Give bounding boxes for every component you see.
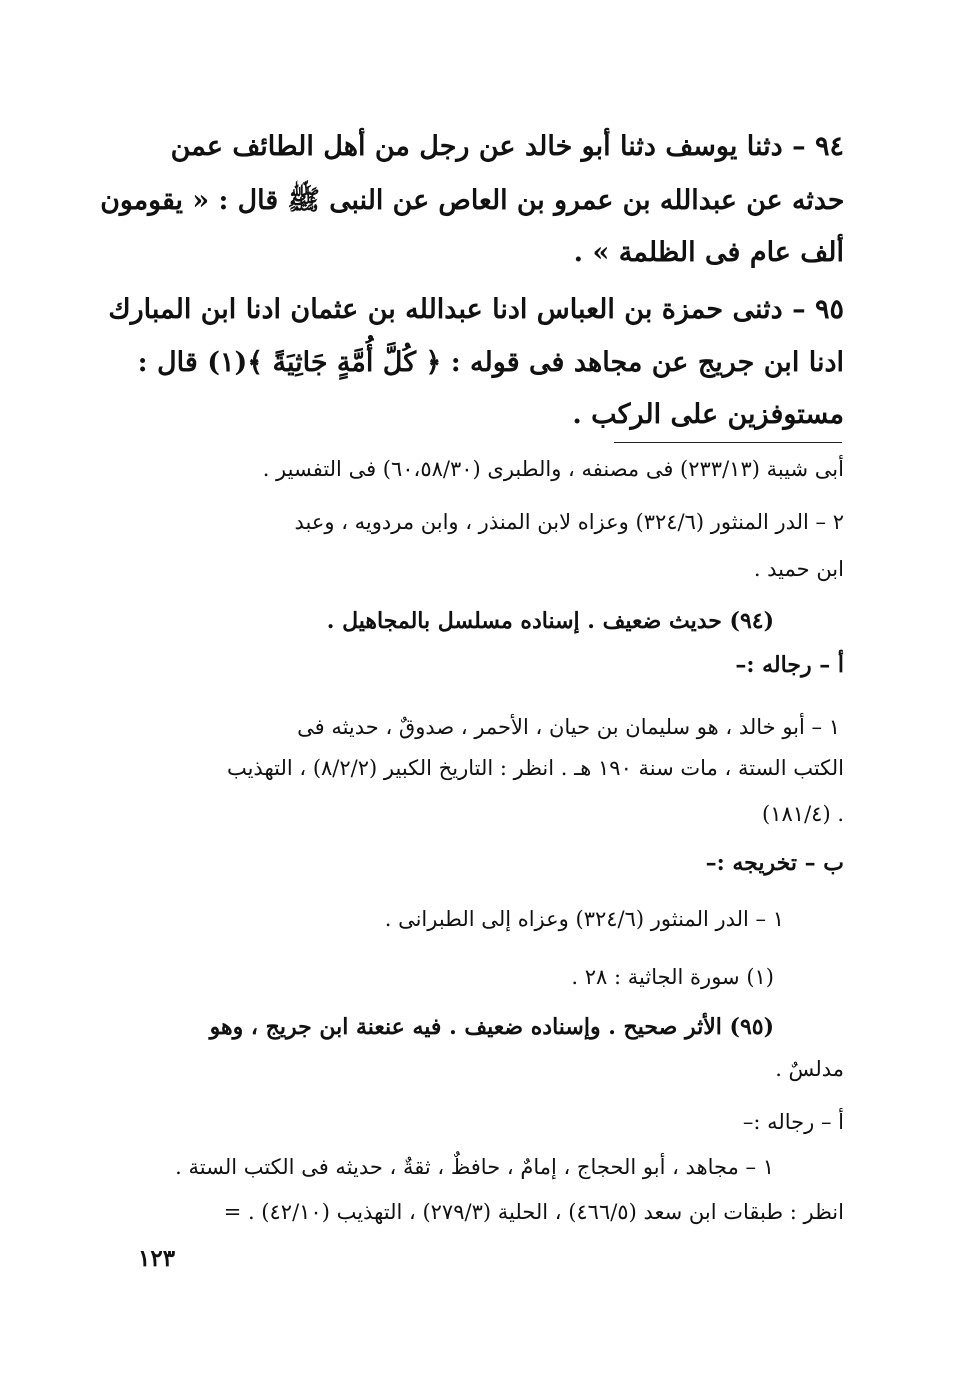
commentary-94-section-a: أ – رجاله :– (735, 652, 844, 678)
commentary-95-a1-line-2: انظر : طبقات ابن سعد (٤٦٦/٥) ، الحلية (٢٧٩/٣) ، التهذيب (٤٢/١٠) . = (223, 1200, 844, 1224)
footnote-quran: (١) سورة الجاثية : ٢٨ . (571, 965, 774, 989)
footnote-line-1: أبى شيبة (٢٣٣/١٣) فى مصنفه ، والطبرى (٦٠،٥٨/٣٠) فى التفسير . (262, 457, 844, 481)
hadith-95-line-1: ٩٥ – دثنى حمزة بن العباس ادنا عبدالله بن عثمان ادنا ابن المبارك (108, 294, 844, 325)
footnote-separator (614, 442, 842, 443)
commentary-94-section-b: ب – تخريجه :– (705, 850, 844, 876)
commentary-94-a1-line-2: الكتب الستة ، مات سنة ١٩٠ هـ . انظر : التاريخ الكبير (٨/٢/٢) ، التهذيب (226, 756, 844, 780)
page-number: ١٢٣ (138, 1245, 176, 1272)
hadith-95-line-3: مستوفزين على الركب . (572, 399, 844, 430)
footnote-line-2: ٢ – الدر المنثور (٣٢٤/٦) وعزاه لابن المنذر ، وابن مردويه ، وعبد (294, 510, 844, 534)
commentary-94-a1-line-3: . (١٨١/٤) (762, 802, 844, 826)
commentary-94-grade: (٩٤) حديث ضعيف . إسناده مسلسل بالمجاهيل . (326, 608, 774, 634)
commentary-95-a1-line-1: ١ – مجاهد ، أبو الحجاج ، إمامٌ ، حافظٌ ، ثقةٌ ، حديثه فى الكتب الستة . (175, 1155, 774, 1179)
commentary-95-section-a: أ – رجاله :– (742, 1110, 844, 1134)
hadith-95-line-2: ادنا ابن جريج عن مجاهد فى قوله : ﴿ كُلَّ أُمَّةٍ جَاثِيَةً ﴾(١) قال : (137, 347, 844, 378)
hadith-94-line-3: ألف عام فى الظلمة » . (573, 237, 844, 268)
commentary-94-b1: ١ – الدر المنثور (٣٢٤/٦) وعزاه إلى الطبرانى . (384, 907, 784, 931)
commentary-95-grade-line-2: مدلسٌ . (775, 1057, 844, 1081)
commentary-95-grade-line-1: (٩٥) الأثر صحيح . وإسناده ضعيف . فيه عنعنة ابن جريج ، وهو (209, 1014, 774, 1040)
footnote-line-3: ابن حميد . (753, 557, 844, 581)
commentary-94-a1-line-1: ١ – أبو خالد ، هو سليمان بن حيان ، الأحمر ، صدوقٌ ، حديثه فى (297, 715, 840, 739)
hadith-94-line-2: حدثه عن عبدالله بن عمرو بن العاص عن النبى ﷺ قال : « يقومون (99, 185, 844, 216)
hadith-94-line-1: ٩٤ – دثنا يوسف دثنا أبو خالد عن رجل من أهل الطائف عمن (170, 131, 844, 162)
